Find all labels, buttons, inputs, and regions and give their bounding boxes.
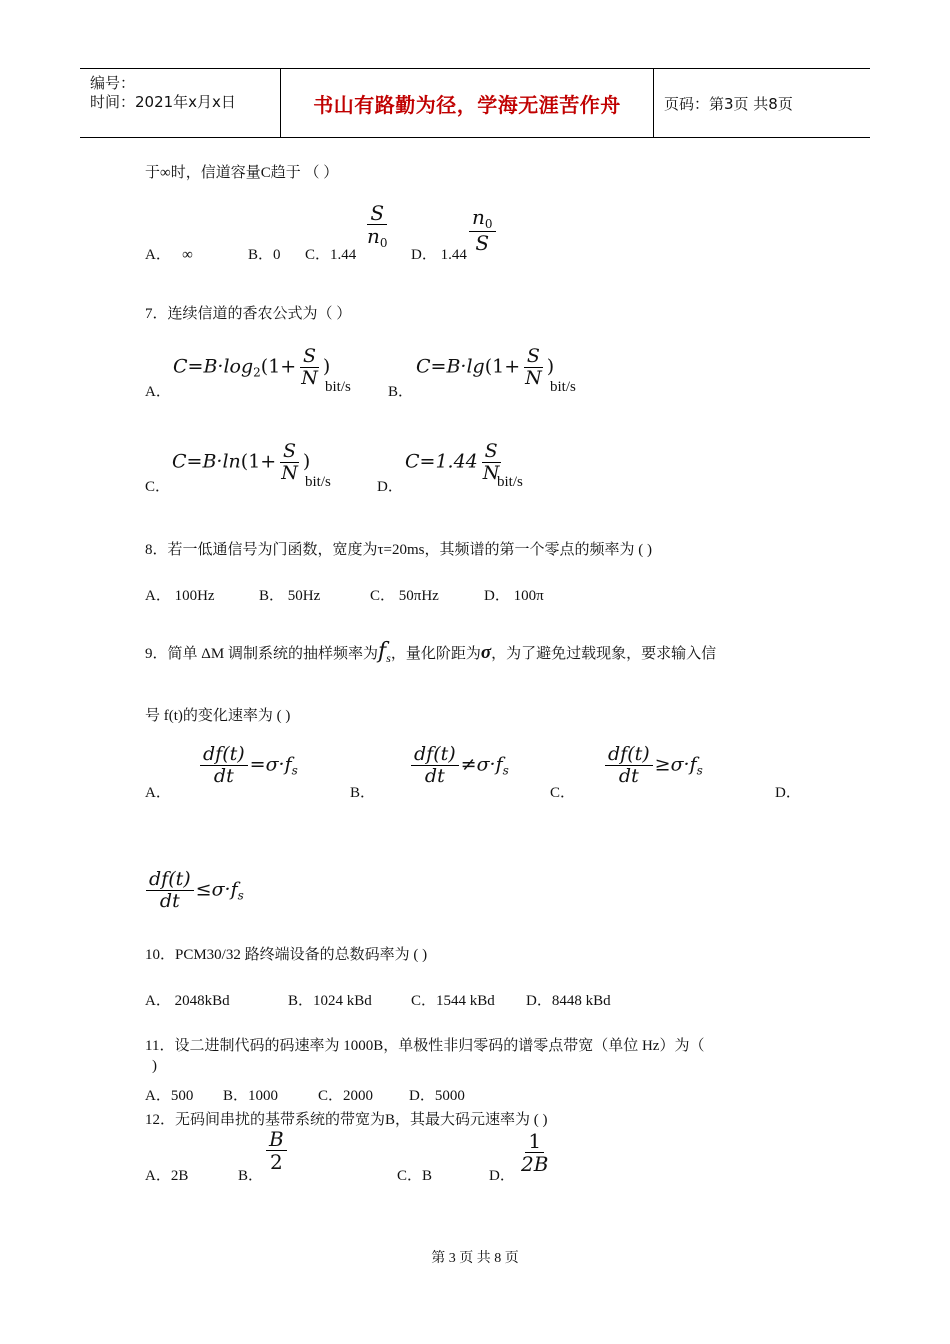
q6-option-c: C．1.44 [305,247,357,263]
q11-option-b: B．1000 [223,1088,279,1104]
q12-option-b-label: B． [238,1168,264,1184]
q6-frac-c: $\frac{S}{n_0}$ [367,201,388,250]
q7-unit-d: bit/s [497,474,523,490]
q7-unit-c: bit/s [305,474,331,490]
header-motto-cell [281,69,654,137]
q6-text: 于∞时，信道容量C趋于 （ ） [145,165,339,181]
q12-option-a: A．2B [145,1168,189,1184]
q8-option-d: D． 100π [484,588,544,604]
q9-text-line2: 号 f(t)的变化速率为 ( ) [145,708,291,724]
q12-frac-d: $\frac{1}{2B}$ [521,1129,549,1176]
q11-option-c: C．2000 [318,1088,374,1104]
page-info: 页码：第3页 共8页 [664,94,793,113]
q7-formula-a: $C=B\cdot\log_2(1+$ $\frac{S}{N}$ ) [173,345,331,389]
header-page-info [654,69,870,137]
q11-text-close: ) [152,1058,157,1074]
q9-formula-a: $\frac{df(t)}{dt}$ $=\sigma\cdot f_s$ [198,744,298,787]
q8-option-a: A． 100Hz [145,588,215,604]
q12-option-d-label: D． [489,1168,515,1184]
q9-d-label: D． [775,785,801,801]
q6-option-a: A． ∞ [145,247,193,263]
q12-option-c: C．B [397,1168,433,1184]
q6-option-b: B．0 [248,247,281,263]
q7-a-label: A． [145,384,171,400]
q6-frac-d: $\frac{n_0}{S}$ [467,206,498,254]
q10-option-a: A． 2048kBd [145,993,230,1009]
q6-option-d: D． 1.44 [411,247,467,263]
time-label: 时间：2021年x月x日 [90,93,236,111]
q9-a-label: A． [145,785,171,801]
number-label: 编号： [90,74,136,92]
q7-formula-d: C=1.44 $\frac{S}{N}$ [405,440,500,484]
q9-formula-d: $\frac{df(t)}{dt}$ $\le\sigma\cdot f_s$ [144,869,244,912]
q8-option-b: B． 50Hz [259,588,321,604]
q9-b-label: B． [350,785,376,801]
q11-option-a: A．500 [145,1088,194,1104]
q7-unit-b: bit/s [550,379,576,395]
q7-unit-a: bit/s [325,379,351,395]
page-footer: 第 3 页 共 8 页 [431,1251,519,1266]
q9-c-label: C． [550,785,576,801]
page-header [80,68,870,138]
q8-text: 8．若一低通信号为门函数，宽度为τ=20ms，其频谱的第一个零点的频率为 ( ) [145,542,652,558]
q7-c-label: C． [145,479,171,495]
motto: 书山有路勤为径，学海无涯苦作舟 [313,92,621,117]
q7-formula-b: C=B·lg(1+ $\frac{S}{N}$ ) [416,345,555,389]
q10-option-c: C．1544 kBd [411,993,495,1009]
q7-text: 7．连续信道的香农公式为（ ） [145,306,352,322]
q11-option-d: D．5000 [409,1088,465,1104]
q11-text: 11．设二进制代码的码速率为 1000B，单极性非归零码的谱零点带宽（单位 Hz）为（ [145,1038,705,1054]
q8-option-c: C． 50πHz [370,588,439,604]
q9-text: 9．简单 ΔM 调制系统的抽样频率为$f_s$，量化阶距为σ，为了避免过载现象，要求输入信 [145,639,717,665]
q7-formula-c: C=B·ln(1+ $\frac{S}{N}$ ) [172,440,311,484]
q10-option-b: B．1024 kBd [288,993,372,1009]
q10-text: 10．PCM30/32 路终端设备的总数码率为 ( ) [145,947,428,963]
q12-frac-b: $\frac{B}{2}$ [264,1128,289,1173]
q9-formula-c: $\frac{df(t)}{dt}$ $\ge\sigma\cdot f_s$ [603,744,703,787]
q7-d-label: D． [377,479,403,495]
header-meta [80,69,281,137]
q7-b-label: B． [388,384,414,400]
q12-text: 12．无码间串扰的基带系统的带宽为B，其最大码元速率为 ( ) [145,1112,548,1128]
q9-formula-b: $\frac{df(t)}{dt}$ $\ne\sigma\cdot f_s$ [409,744,509,787]
q10-option-d: D．8448 kBd [526,993,611,1009]
